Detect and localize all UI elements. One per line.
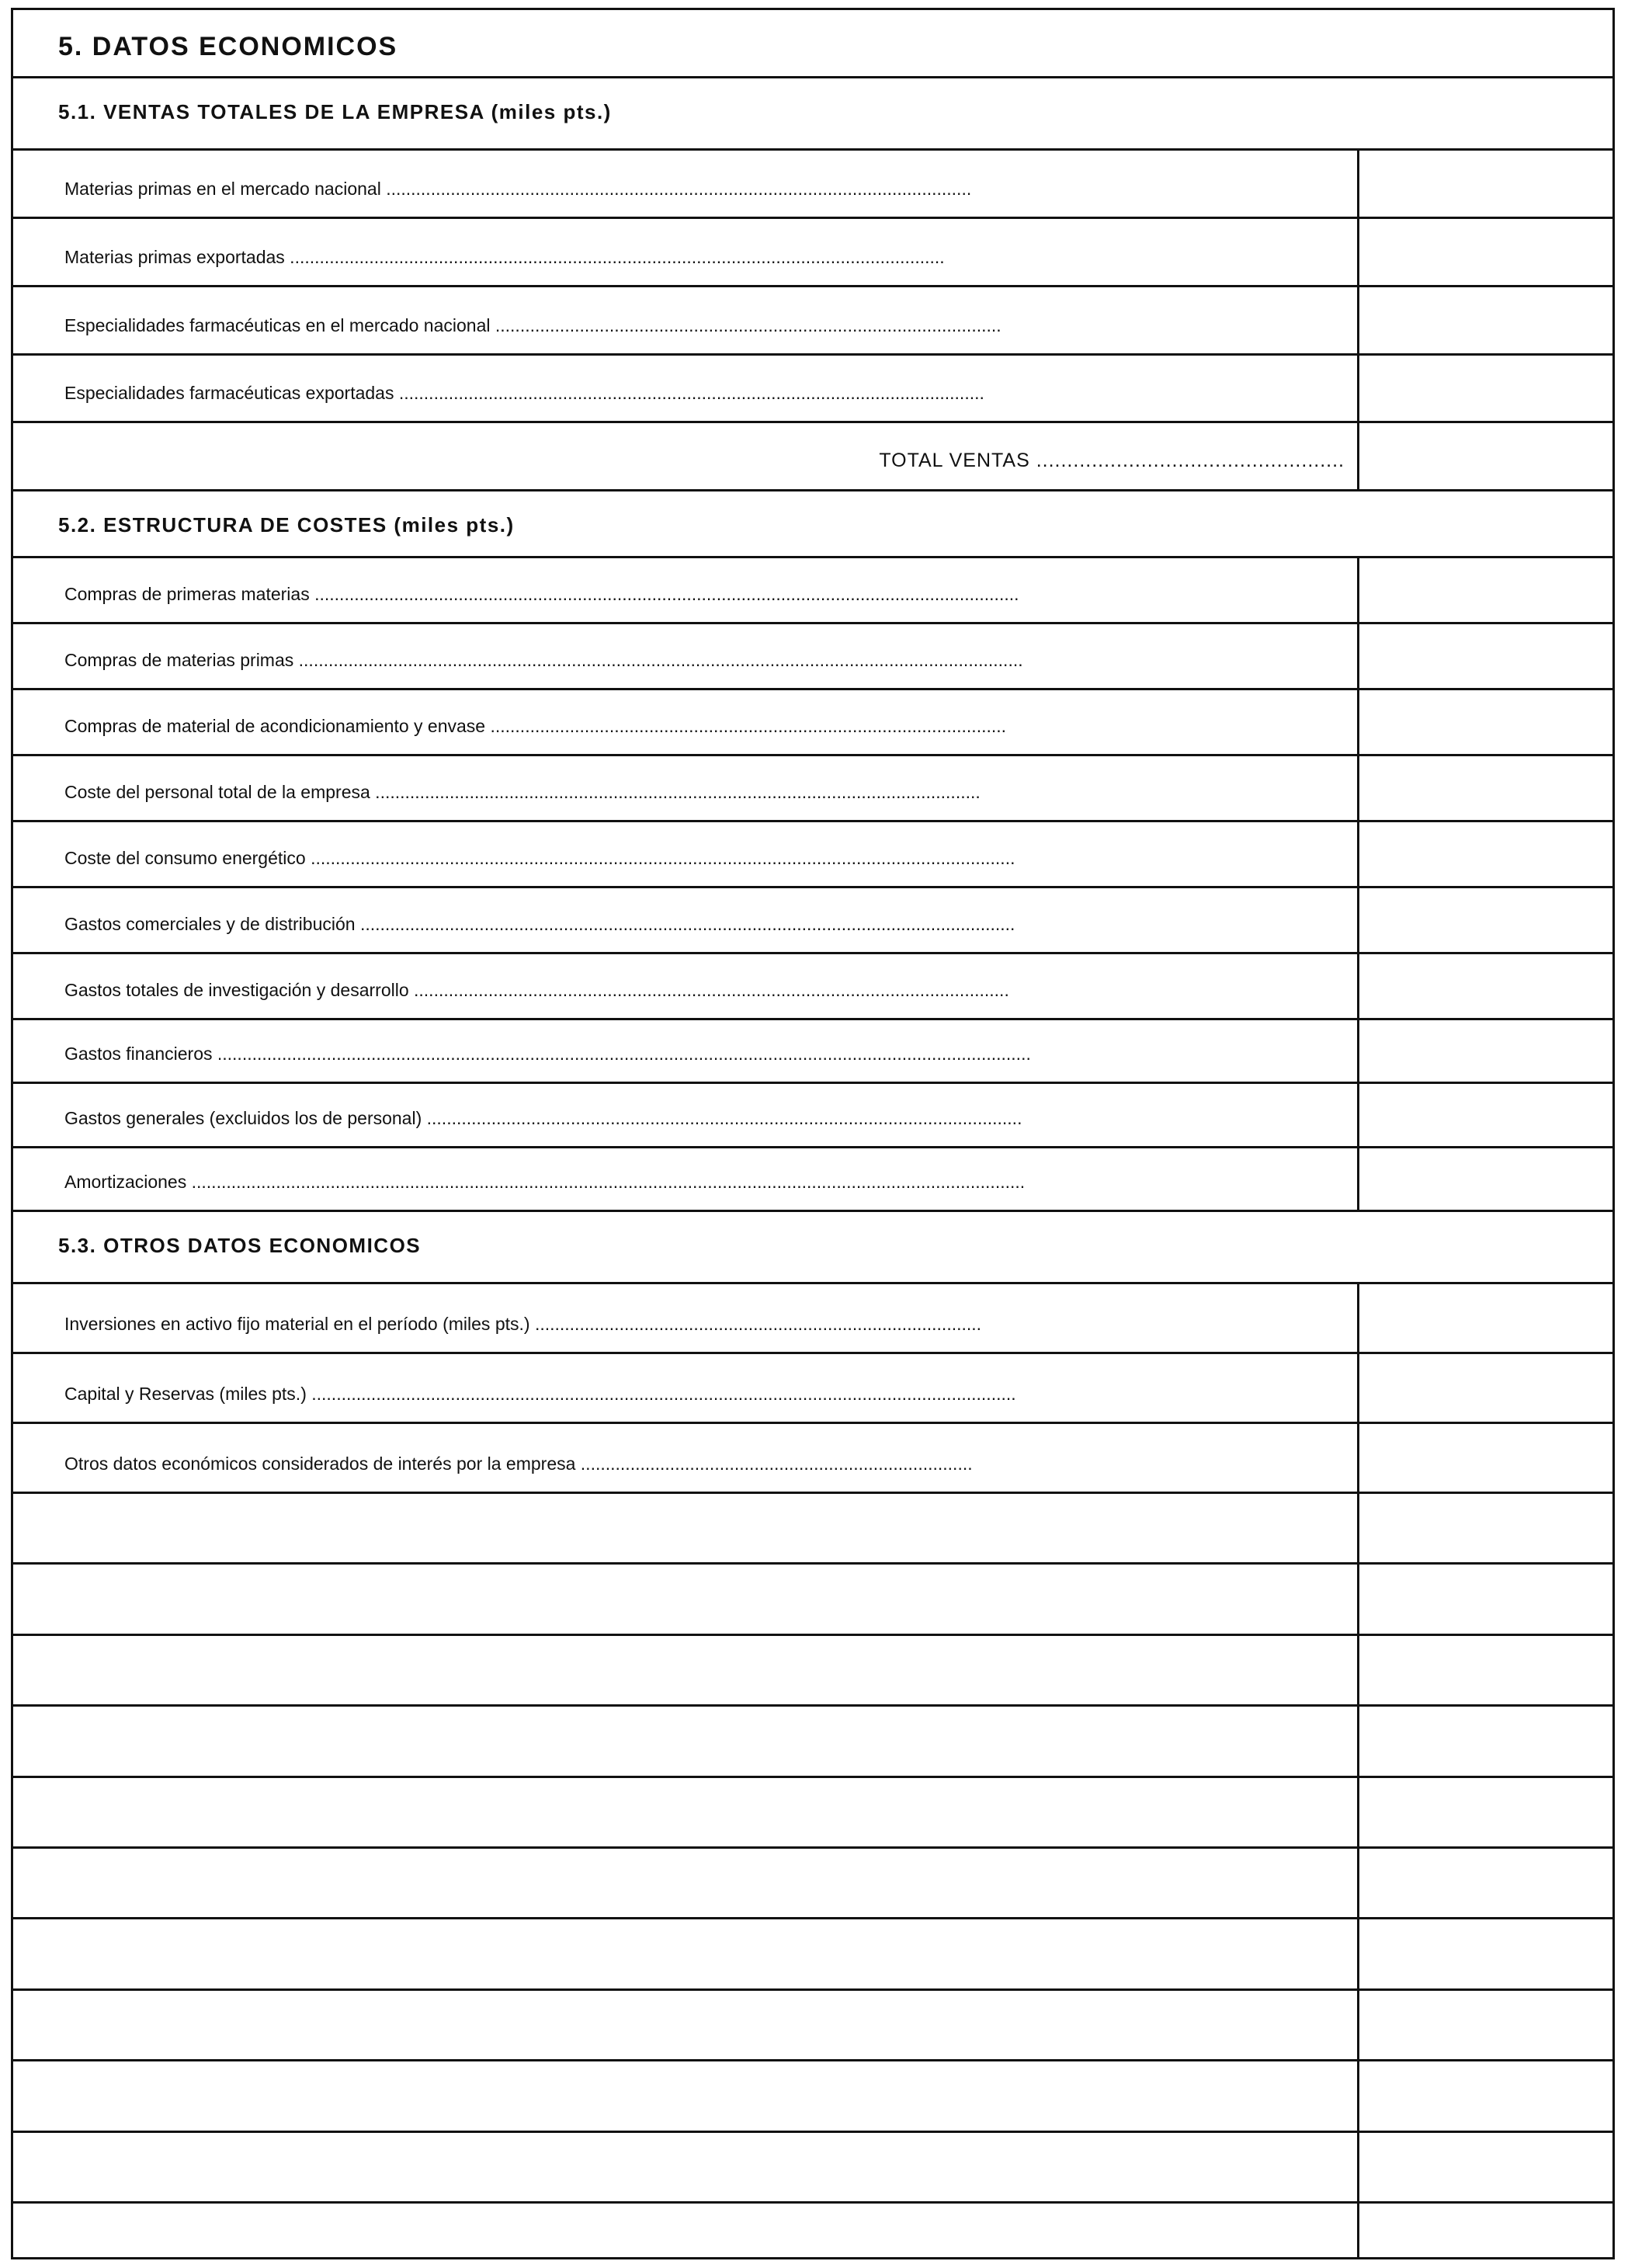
ventas-row-value-field[interactable] — [1359, 356, 1612, 421]
ventas-row — [13, 219, 1612, 287]
otros-row-label: Otros datos económicos considerados de interés por la empresa ............................................................................... — [64, 1454, 973, 1474]
blank-row — [13, 1494, 1612, 1565]
ventas-row — [13, 356, 1612, 423]
costes-row-value-field[interactable] — [1359, 1148, 1612, 1210]
costes-row-label: Coste del personal total de la empresa .......................................................................................................................... — [64, 782, 981, 802]
blank-row-text-field[interactable] — [13, 2061, 1359, 2131]
blank-row-text-field[interactable] — [13, 1778, 1359, 1846]
blank-row-text-field[interactable] — [13, 1919, 1359, 1988]
blank-row-value-field[interactable] — [1359, 1636, 1612, 1704]
blank-row — [13, 1849, 1612, 1919]
otros-row-label: Capital y Reservas (miles pts.) .............................................................................................................................................. — [64, 1384, 1016, 1404]
ventas-total-value-field[interactable] — [1359, 423, 1612, 489]
costes-row — [13, 756, 1612, 822]
costes-row — [13, 822, 1612, 888]
ventas-row — [13, 287, 1612, 356]
blank-row-text-field[interactable] — [13, 1636, 1359, 1704]
blank-row-text-field[interactable] — [13, 1494, 1359, 1562]
ventas-row-label: Especialidades farmacéuticas exportadas ...................................................................................................................... — [64, 383, 984, 403]
costes-row — [13, 888, 1612, 954]
ventas-row-label: Especialidades farmacéuticas en el mercado nacional ...................................................................................................... — [64, 315, 1001, 335]
blank-row — [13, 2204, 1612, 2259]
section-title-bar — [13, 10, 1612, 78]
blank-row-text-field[interactable] — [13, 1565, 1359, 1634]
blank-row-value-field[interactable] — [1359, 1919, 1612, 1988]
otros-row — [13, 1284, 1612, 1354]
costes-row-value-field[interactable] — [1359, 756, 1612, 820]
blank-row-value-field[interactable] — [1359, 2204, 1612, 2259]
ventas-row-value-field[interactable] — [1359, 151, 1612, 217]
ventas-header — [13, 78, 1612, 151]
costes-row — [13, 690, 1612, 756]
blank-row-value-field[interactable] — [1359, 1707, 1612, 1776]
costes-row-label: Gastos generales (excluidos los de personal) ........................................................................................................................ — [64, 1108, 1022, 1128]
otros-row-label: Inversiones en activo fijo material en el período (miles pts.) .......................................................................................... — [64, 1314, 982, 1334]
ventas-total-label: TOTAL VENTAS .................................................. — [879, 450, 1345, 471]
costes-row — [13, 1020, 1612, 1084]
blank-row-value-field[interactable] — [1359, 1565, 1612, 1634]
otros-title: 5.3. OTROS DATOS ECONOMICOS — [58, 1234, 422, 1257]
ventas-total-row — [13, 423, 1612, 491]
blank-row-text-field[interactable] — [13, 1849, 1359, 1917]
blank-row-text-field[interactable] — [13, 1991, 1359, 2059]
otros-row-value-field[interactable] — [1359, 1284, 1612, 1352]
costes-row — [13, 558, 1612, 624]
blank-row — [13, 1636, 1612, 1707]
blank-row — [13, 1565, 1612, 1636]
costes-row-label: Compras de materias primas .................................................................................................................................................. — [64, 650, 1023, 670]
costes-row — [13, 1148, 1612, 1212]
costes-row-value-field[interactable] — [1359, 558, 1612, 622]
blank-row-value-field[interactable] — [1359, 2061, 1612, 2131]
costes-row-label: Gastos comerciales y de distribución .................................................................................................................................... — [64, 914, 1015, 934]
costes-row-label: Gastos financieros .................................................................................................................................................................... — [64, 1044, 1031, 1064]
otros-row-value-field[interactable] — [1359, 1354, 1612, 1422]
otros-header — [13, 1212, 1612, 1284]
blank-row-value-field[interactable] — [1359, 1991, 1612, 2059]
otros-row — [13, 1354, 1612, 1424]
costes-row-label: Compras de material de acondicionamiento y envase ........................................................................................................ — [64, 716, 1007, 736]
costes-row-value-field[interactable] — [1359, 690, 1612, 754]
blank-row-value-field[interactable] — [1359, 2133, 1612, 2201]
ventas-row-label: Materias primas exportadas .................................................................................................................................... — [64, 247, 945, 267]
blank-row-text-field[interactable] — [13, 1707, 1359, 1776]
blank-row-text-field[interactable] — [13, 2133, 1359, 2201]
costes-row-label: Coste del consumo energético .............................................................................................................................................. — [64, 848, 1015, 868]
otros-row-value-field[interactable] — [1359, 1424, 1612, 1492]
blank-row — [13, 1707, 1612, 1778]
otros-row — [13, 1424, 1612, 1494]
costes-row — [13, 954, 1612, 1020]
costes-row-value-field[interactable] — [1359, 822, 1612, 886]
blank-row-value-field[interactable] — [1359, 1494, 1612, 1562]
ventas-row-value-field[interactable] — [1359, 287, 1612, 353]
blank-row — [13, 2133, 1612, 2204]
ventas-row-value-field[interactable] — [1359, 219, 1612, 285]
ventas-title: 5.1. VENTAS TOTALES DE LA EMPRESA (miles pts.) — [58, 100, 612, 123]
costes-row-value-field[interactable] — [1359, 1020, 1612, 1082]
costes-row-value-field[interactable] — [1359, 888, 1612, 952]
blank-row — [13, 1919, 1612, 1991]
costes-row-label: Gastos totales de investigación y desarrollo ........................................................................................................................ — [64, 980, 1009, 1000]
blank-row-value-field[interactable] — [1359, 1778, 1612, 1846]
costes-row-value-field[interactable] — [1359, 624, 1612, 688]
blank-row-value-field[interactable] — [1359, 1849, 1612, 1917]
blank-row — [13, 1778, 1612, 1849]
ventas-row-label: Materias primas en el mercado nacional ...................................................................................................................... — [64, 179, 972, 199]
costes-row — [13, 1084, 1612, 1148]
costes-row — [13, 624, 1612, 690]
costes-row-label: Compras de primeras materias .............................................................................................................................................. — [64, 584, 1019, 604]
economic-data-form — [11, 8, 1615, 2259]
blank-row — [13, 2061, 1612, 2133]
costes-row-label: Amortizaciones ........................................................................................................................................................................ — [64, 1172, 1026, 1192]
costes-row-value-field[interactable] — [1359, 954, 1612, 1018]
blank-row-text-field[interactable] — [13, 2204, 1359, 2259]
section-title: 5. DATOS ECONOMICOS — [58, 32, 398, 61]
costes-title: 5.2. ESTRUCTURA DE COSTES (miles pts.) — [58, 513, 515, 537]
costes-row-value-field[interactable] — [1359, 1084, 1612, 1146]
costes-header — [13, 491, 1612, 558]
blank-row — [13, 1991, 1612, 2061]
ventas-row — [13, 151, 1612, 219]
